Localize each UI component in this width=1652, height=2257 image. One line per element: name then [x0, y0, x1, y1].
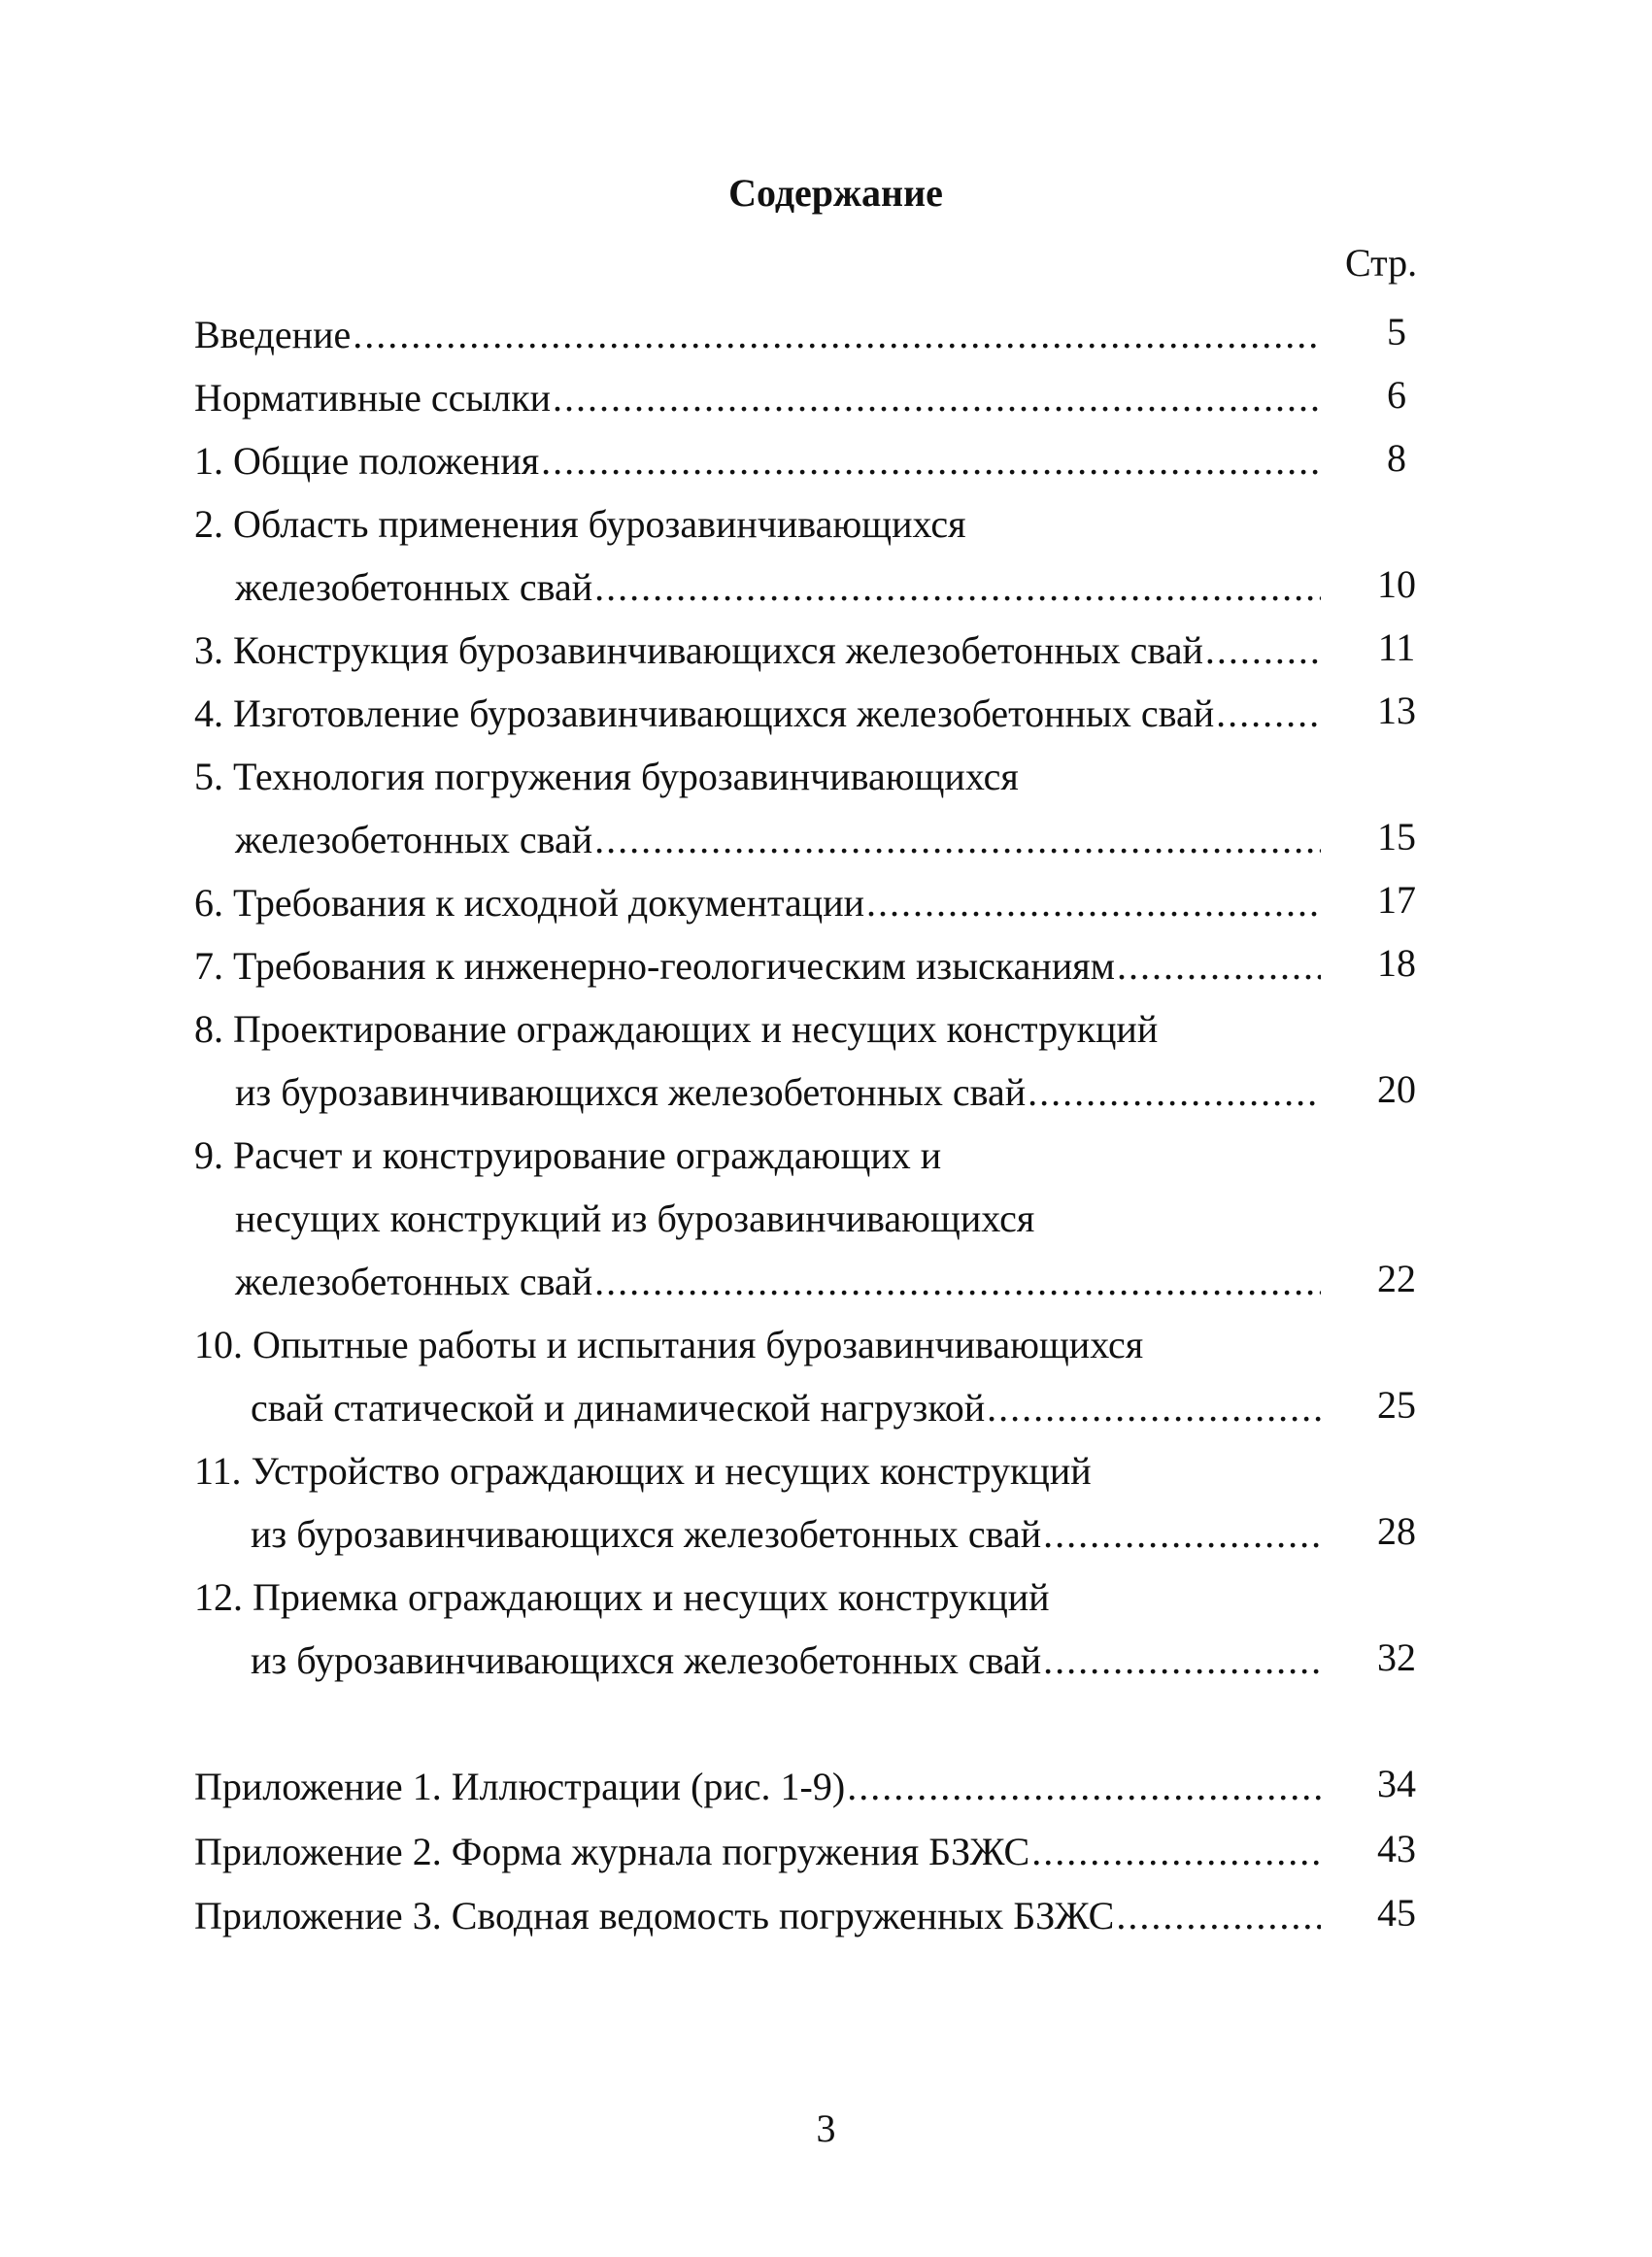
toc-leader-dots	[1043, 1515, 1321, 1554]
toc-page-number: 11	[1377, 625, 1416, 669]
toc-entry-text: 11. Устройство ограждающих и несущих конструкций	[194, 1449, 1092, 1493]
toc-line	[194, 422, 1321, 481]
toc-entry-text: Введение	[194, 313, 352, 356]
toc-leader-dots	[594, 1263, 1321, 1301]
toc-entry-text: из бурозавинчивающихся железобетонных свай	[251, 1638, 1042, 1682]
toc-entry-text: железобетонных свай	[235, 818, 593, 861]
toc-title: Содержание	[728, 171, 943, 215]
toc-leader-dots	[1028, 1073, 1321, 1112]
toc-page-number: 18	[1377, 941, 1416, 985]
toc-line	[194, 738, 1321, 796]
toc-line	[194, 1117, 1321, 1175]
toc-entry-text: из бурозавинчивающихся железобетонных свай	[235, 1070, 1027, 1114]
toc-line	[194, 486, 1321, 544]
toc-page-number: 5	[1387, 310, 1406, 354]
toc-entry-text: 5. Технология погружения бурозавинчивающихся	[194, 755, 1019, 798]
toc-page-number: 6	[1387, 373, 1406, 417]
toc-line	[235, 801, 1321, 859]
toc-line	[194, 1432, 1321, 1491]
toc-line	[251, 1622, 1321, 1680]
toc-entry-text: 3. Конструкция бурозавинчивающихся железобетонных свай	[194, 628, 1203, 672]
toc-page-number: 28	[1377, 1509, 1416, 1553]
toc-entry-text: Приложение 1. Иллюстрации (рис. 1-9)	[194, 1765, 846, 1808]
toc-line	[194, 675, 1321, 733]
toc-entry-text: 7. Требования к инженерно-геологическим изысканиям	[194, 944, 1115, 988]
toc-leader-dots	[1216, 694, 1321, 733]
toc-entry-text: несущих конструкций из бурозавинчивающихся	[235, 1196, 1035, 1240]
toc-leader-dots	[1117, 947, 1321, 986]
toc-leader-dots	[987, 1389, 1321, 1428]
toc-page-number: 20	[1377, 1067, 1416, 1111]
toc-page-number: 43	[1377, 1827, 1416, 1870]
toc-entry-text: свай статической и динамической нагрузкой	[251, 1386, 986, 1430]
toc-line	[251, 1496, 1321, 1554]
toc-leader-dots	[1116, 1897, 1321, 1936]
toc-entry-text: 4. Изготовление бурозавинчивающихся железобетонных свай	[194, 691, 1215, 735]
toc-entry-text: 8. Проектирование ограждающих и несущих конструкций	[194, 1007, 1159, 1051]
toc-line	[194, 1306, 1321, 1364]
toc-page-number: 13	[1377, 689, 1416, 732]
toc-leader-dots	[1043, 1641, 1321, 1680]
toc-entry-text: 6. Требования к исходной документации	[194, 881, 864, 925]
toc-page-number: 22	[1377, 1257, 1416, 1300]
toc-line	[194, 864, 1321, 923]
toc-line	[194, 612, 1321, 670]
toc-line	[194, 1748, 1321, 1806]
page-number: 3	[816, 2106, 836, 2150]
toc-leader-dots	[353, 316, 1321, 354]
toc-leader-dots	[553, 379, 1321, 418]
toc-page-number: 45	[1377, 1891, 1416, 1935]
toc-page-number: 32	[1377, 1635, 1416, 1679]
toc-line	[235, 549, 1321, 607]
toc-line	[194, 1559, 1321, 1617]
toc-leader-dots	[594, 821, 1321, 859]
toc-line	[235, 1180, 1321, 1238]
toc-leader-dots	[541, 442, 1321, 481]
toc-entry-text: железобетонных свай	[235, 1260, 593, 1303]
toc-line	[194, 296, 1321, 354]
toc-leader-dots	[847, 1768, 1321, 1806]
toc-leader-dots	[1031, 1833, 1321, 1871]
toc-line	[235, 1054, 1321, 1112]
toc-line	[194, 927, 1321, 986]
page-column-header: Стр.	[1345, 241, 1418, 285]
toc-leader-dots	[594, 568, 1321, 607]
toc-line	[251, 1369, 1321, 1428]
toc-entry-text: Приложение 2. Форма журнала погружения БЗЖС	[194, 1830, 1030, 1873]
toc-page-number: 8	[1387, 436, 1406, 480]
toc-entry-text: 10. Опытные работы и испытания бурозавинчивающихся	[194, 1323, 1144, 1366]
toc-page-number: 17	[1377, 878, 1416, 922]
toc-page-number: 10	[1377, 562, 1416, 606]
toc-entry-text: 12. Приемка ограждающих и несущих конструкций	[194, 1575, 1050, 1619]
toc-line	[194, 1877, 1321, 1936]
toc-entry-text: из бурозавинчивающихся железобетонных свай	[251, 1512, 1042, 1556]
toc-line	[235, 1243, 1321, 1301]
toc-entry-text: 1. Общие положения	[194, 439, 540, 483]
toc-entry-text: 9. Расчет и конструирование ограждающих и	[194, 1133, 942, 1177]
toc-page-number: 34	[1377, 1762, 1416, 1805]
toc-page-number: 25	[1377, 1383, 1416, 1427]
toc-page-number: 15	[1377, 815, 1416, 859]
toc-leader-dots	[1205, 631, 1321, 670]
toc-entry-text: железобетонных свай	[235, 565, 593, 609]
toc-line	[194, 359, 1321, 418]
toc-entry-text: 2. Область применения бурозавинчивающихся	[194, 502, 966, 546]
toc-line	[194, 1813, 1321, 1871]
toc-entry-text: Нормативные ссылки	[194, 376, 552, 420]
toc-entry-text: Приложение 3. Сводная ведомость погруженных БЗЖС	[194, 1894, 1115, 1937]
toc-line	[194, 991, 1321, 1049]
toc-leader-dots	[866, 884, 1321, 923]
